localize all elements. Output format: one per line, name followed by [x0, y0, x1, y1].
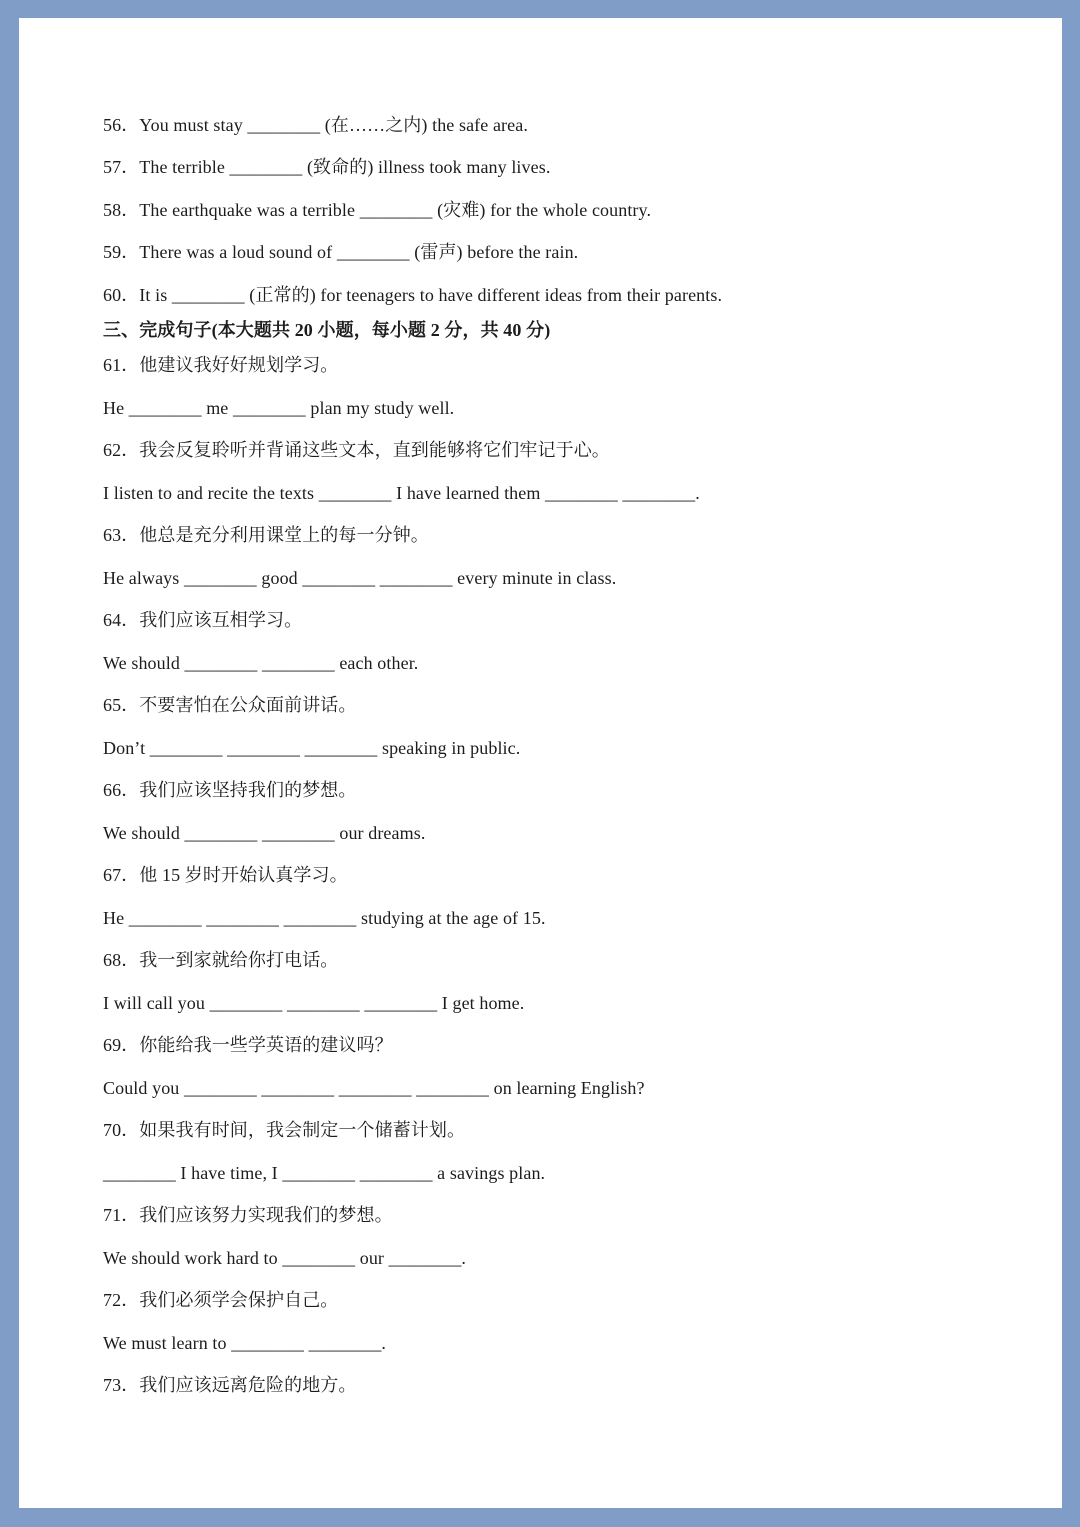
question-67-sentence: He ________ ________ ________ studying at the age of 15. [103, 908, 546, 928]
question-69-sentence: Could you ________ ________ ________ ________ on learning English? [103, 1078, 645, 1098]
question-67-prompt: 67．他 15 岁时开始认真学习。 [103, 865, 348, 885]
question-65-prompt: 65．不要害怕在公众面前讲话。 [103, 695, 357, 715]
question-68-sentence: I will call you ________ ________ ________ I get home. [103, 993, 525, 1013]
section-heading: 三、完成句子(本大题共 20 小题，每小题 2 分，共 40 分) [103, 320, 551, 340]
question-68-prompt: 68．我一到家就给你打电话。 [103, 950, 339, 970]
question-60-text: 60．It is ________ (正常的) for teenagers to have different ideas from their parents. [103, 285, 723, 305]
worksheet-page [19, 18, 1062, 1508]
question-71-prompt: 71．我们应该努力实现我们的梦想。 [103, 1205, 393, 1225]
question-72-prompt: 72．我们必须学会保护自己。 [103, 1290, 339, 1310]
question-73-prompt: 73．我们应该远离危险的地方。 [103, 1375, 357, 1395]
question-62-sentence: I listen to and recite the texts ________ I have learned them ________ ________. [103, 483, 700, 503]
question-63-sentence: He always ________ good ________ ________ every minute in class. [103, 568, 617, 588]
question-56-text: 56．You must stay ________ (在……之内) the safe area. [103, 115, 528, 135]
question-71-sentence: We should work hard to ________ our ________. [103, 1248, 467, 1268]
question-65-sentence: Don’t ________ ________ ________ speaking in public. [103, 738, 521, 758]
question-70-sentence: ________ I have time, I ________ ________ a savings plan. [103, 1163, 546, 1183]
question-64-sentence: We should ________ ________ each other. [103, 653, 419, 673]
question-57-text: 57．The terrible ________ (致命的) illness took many lives. [103, 157, 551, 177]
question-66-sentence: We should ________ ________ our dreams. [103, 823, 426, 843]
question-61-prompt: 61．他建议我好好规划学习。 [103, 355, 339, 375]
question-63-prompt: 63．他总是充分利用课堂上的每一分钟。 [103, 525, 429, 545]
question-62-prompt: 62．我会反复聆听并背诵这些文本，直到能够将它们牢记于心。 [103, 440, 610, 460]
question-58-text: 58．The earthquake was a terrible ________ (灾难) for the whole country. [103, 200, 652, 220]
question-69-prompt: 69．你能给我一些学英语的建议吗？ [103, 1035, 393, 1055]
question-61-sentence: He ________ me ________ plan my study well. [103, 398, 455, 418]
question-64-prompt: 64．我们应该互相学习。 [103, 610, 303, 630]
question-66-prompt: 66．我们应该坚持我们的梦想。 [103, 780, 357, 800]
question-59-text: 59．There was a loud sound of ________ (雷声) before the rain. [103, 242, 579, 262]
question-70-prompt: 70．如果我有时间，我会制定一个储蓄计划。 [103, 1120, 466, 1140]
question-72-sentence: We must learn to ________ ________. [103, 1333, 387, 1353]
